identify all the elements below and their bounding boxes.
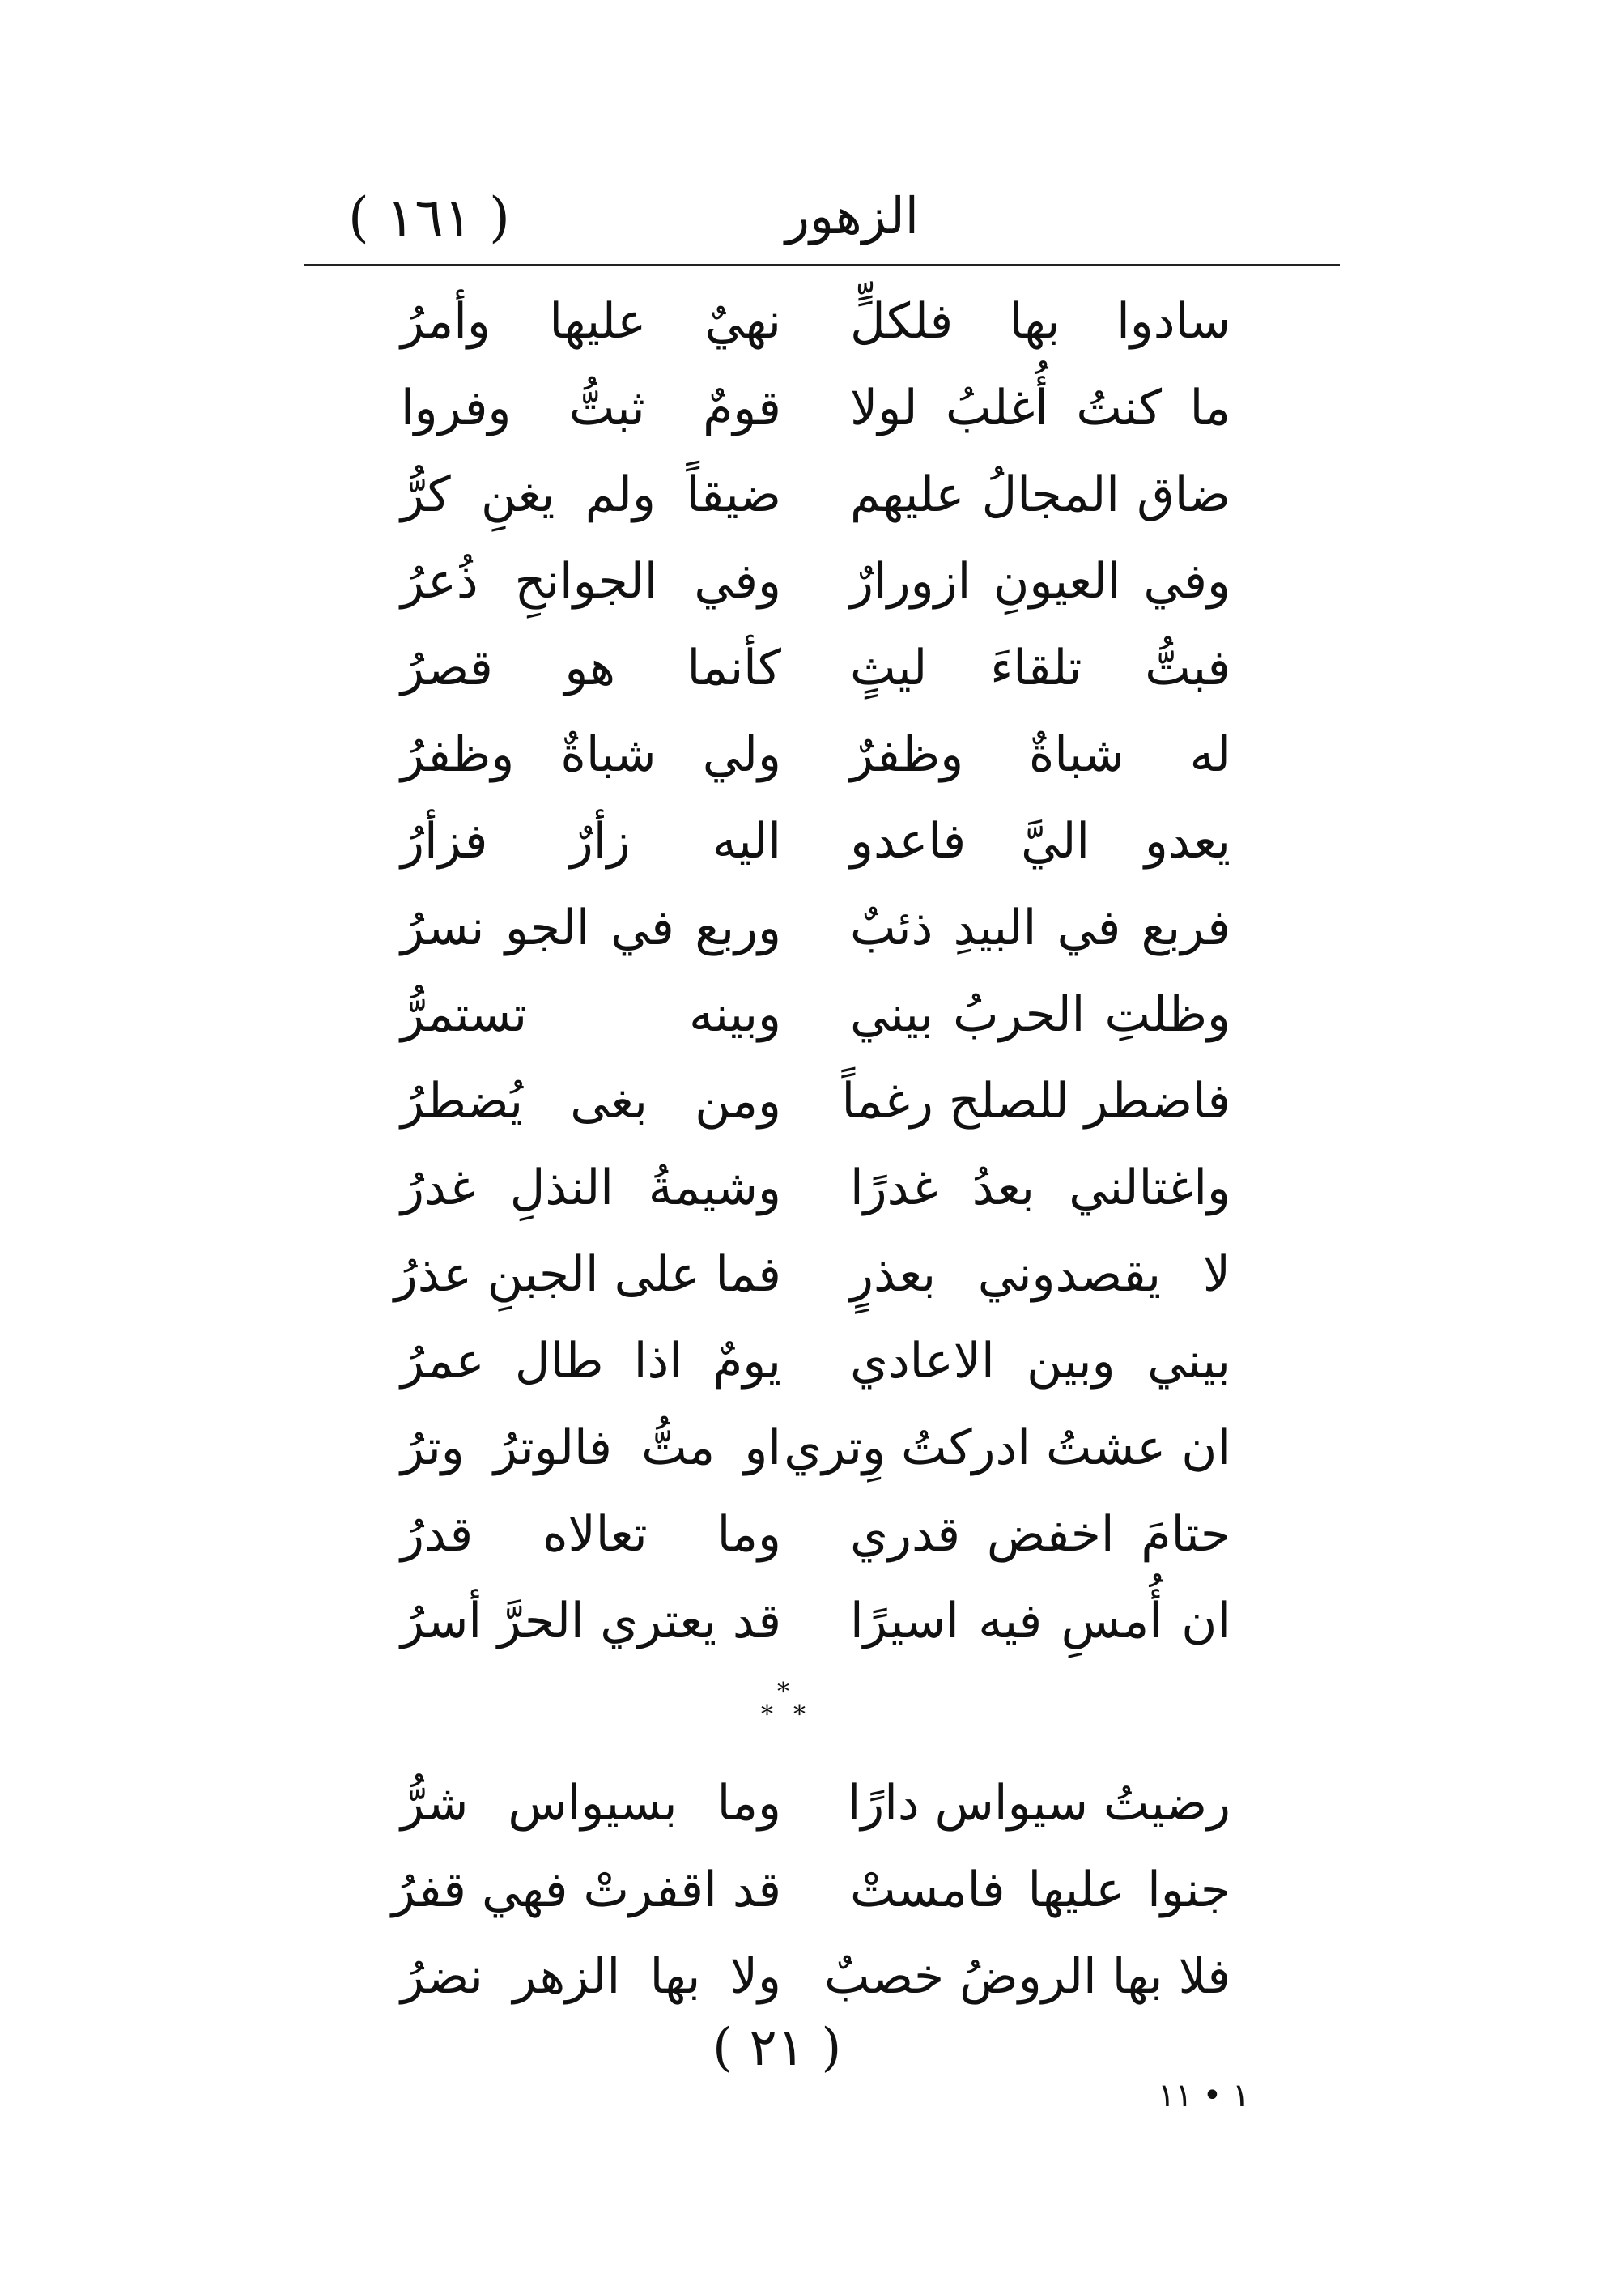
separator-star: * — [777, 1678, 789, 1706]
second-hemistich: وبينه تستمرُّ — [401, 986, 781, 1043]
running-title: الزهور — [785, 186, 919, 245]
verse-line — [389, 1232, 1231, 1319]
verse-line — [389, 713, 1231, 799]
second-hemistich: قد يعتري الحرَّ أسرُ — [401, 1593, 781, 1649]
first-hemistich: فلا بها الروضُ خصبٌ — [824, 1948, 1231, 2005]
verse-line — [389, 1848, 1231, 1934]
second-hemistich: قومٌ ثبتُّ وفروا — [401, 380, 781, 436]
second-hemistich: نهيٌ عليها وأمرُ — [401, 293, 781, 350]
first-hemistich: يعدو اليَّ فاعدو — [850, 813, 1231, 870]
second-hemistich: كأنما هو قصرُ — [401, 640, 781, 696]
verse-line — [389, 799, 1231, 886]
second-hemistich: وربع في الجو نسرُ — [401, 900, 781, 956]
first-hemistich: ان أُمسِ فيه اسيرًا — [850, 1593, 1231, 1649]
first-hemistich: رضيتُ سيواس دارًا — [847, 1775, 1231, 1832]
verse-line — [389, 1406, 1231, 1492]
first-hemistich: فاضطر للصلح رغماً — [841, 1073, 1231, 1130]
page-number: ( ١٦١ ) — [348, 186, 510, 249]
poem-section-1 — [389, 279, 1231, 1666]
second-hemistich: ولا بها الزهر نضرُ — [401, 1948, 781, 2005]
first-hemistich: وظلتِ الحربُ بيني — [850, 986, 1231, 1043]
second-hemistich: قد اقفرتْ فهي قفرُ — [391, 1862, 781, 1918]
first-hemistich: واغتالني بعدُ غدرًا — [850, 1160, 1231, 1216]
section-separator — [753, 1680, 818, 1737]
second-hemistich: يومٌ اذا طال عمرُ — [401, 1333, 781, 1390]
signature-number: ( ٢١ ) — [712, 2018, 842, 2078]
first-hemistich: حتامَ اخفض قدري — [850, 1506, 1231, 1563]
second-hemistich: اليه زأرٌ فزأرُ — [401, 813, 781, 870]
verse-line — [389, 539, 1231, 626]
verse-line — [389, 1761, 1231, 1848]
verse-line — [389, 1492, 1231, 1579]
separator-star: * — [793, 1700, 806, 1729]
second-hemistich: ضيقاً ولم يغنِ كرُّ — [401, 466, 781, 523]
header-rule — [304, 264, 1340, 266]
verse-line — [389, 279, 1231, 366]
first-hemistich: فربع في البيدِ ذئبٌ — [850, 900, 1231, 956]
first-hemistich: وفي العيونِ ازورارٌ — [850, 553, 1231, 610]
first-hemistich: ان عشتُ ادركتُ وِتري — [784, 1419, 1231, 1476]
verse-line — [389, 626, 1231, 713]
second-hemistich: وما بسيواس شرُّ — [401, 1775, 781, 1832]
second-hemistich: ومن بغى يُضطرُ — [401, 1073, 781, 1130]
verse-line — [389, 1934, 1231, 2021]
second-hemistich: او متُّ فالوترُ وترُ — [401, 1419, 781, 1476]
first-hemistich: ما كنتُ أُغلبُ لولا — [850, 380, 1231, 436]
verse-line — [389, 886, 1231, 973]
first-hemistich: فبتُّ تلقاءَ ليثٍ — [850, 640, 1231, 696]
verse-line — [389, 973, 1231, 1059]
verse-line — [389, 1059, 1231, 1146]
verse-line — [389, 1579, 1231, 1666]
verse-line — [389, 366, 1231, 453]
gathering-mark: ١ • ١١ — [1158, 2077, 1250, 2114]
first-hemistich: بيني وبين الاعادي — [850, 1333, 1231, 1390]
verse-line — [389, 1146, 1231, 1232]
first-hemistich: لا يقصدوني بعذرٍ — [850, 1246, 1231, 1303]
second-hemistich: وشيمةُ النذلِ غدرُ — [401, 1160, 781, 1216]
first-hemistich: له شباةٌ وظفرٌ — [850, 726, 1231, 783]
second-hemistich: وما تعالاه قدرُ — [401, 1506, 781, 1563]
page-header — [308, 186, 1344, 275]
second-hemistich: فما على الجبنِ عذرُ — [393, 1246, 781, 1303]
poem-section-2 — [389, 1761, 1231, 2021]
first-hemistich: جنوا عليها فامستْ — [850, 1862, 1231, 1918]
separator-star: * — [761, 1700, 773, 1729]
second-hemistich: ولي شباةٌ وظفرُ — [401, 726, 781, 783]
verse-line — [389, 453, 1231, 539]
second-hemistich: وفي الجوانحِ ذُعرُ — [401, 553, 781, 610]
first-hemistich: سادوا بها فلكلٍّ — [850, 293, 1231, 350]
first-hemistich: ضاق المجالُ عليهم — [850, 466, 1231, 523]
verse-line — [389, 1319, 1231, 1406]
